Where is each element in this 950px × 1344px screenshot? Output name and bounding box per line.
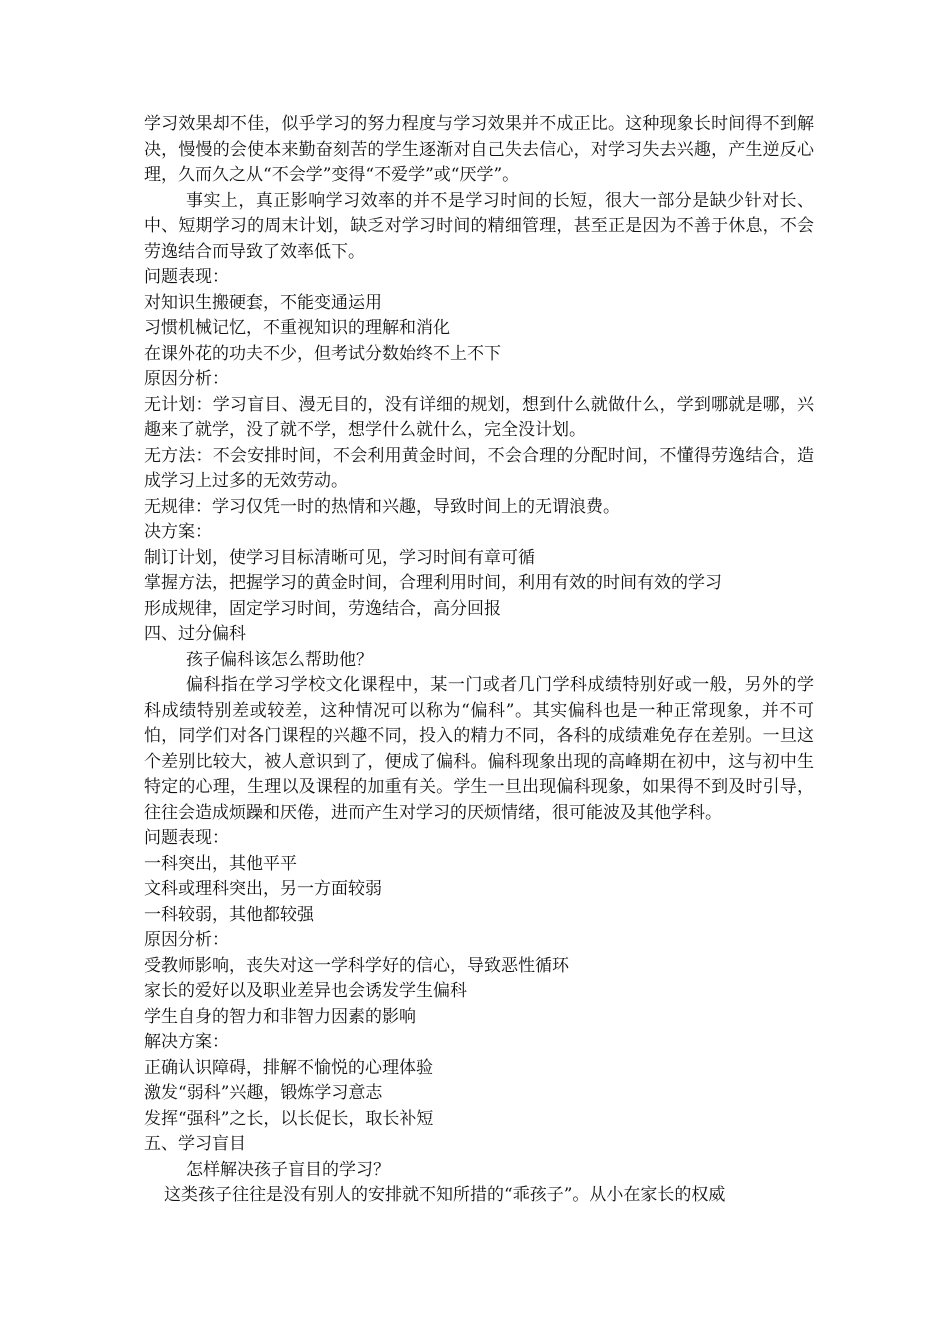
paragraph: 在课外花的功夫不少，但考试分数始终不上不下 xyxy=(144,343,501,364)
paragraph: 文科或理科突出，另一方面较弱 xyxy=(144,879,382,899)
paragraph: 孩子偏科该怎么帮助他？ xyxy=(186,649,373,670)
paragraph: 学生自身的智力和非智力因素的影响 xyxy=(144,1006,416,1027)
paragraph: 形成规律，固定学习时间，劳逸结合，高分回报 xyxy=(144,598,501,619)
paragraph: 受教师影响，丧失对这一学科学好的信心，导致恶性循环 xyxy=(144,955,569,976)
paragraph: 问题表现： xyxy=(144,828,229,848)
paragraph: 决方案： xyxy=(144,522,212,542)
paragraph: 原因分析： xyxy=(144,930,229,950)
paragraph: 事实上，真正影响学习效率的并不是学习时间的长短，很大一部分是缺少针对长、中、短期学习的周末计划，缺乏对学习时间的精细管理，甚至正是因为不善于休息，不会劳逸结合而导致了效率低下。 xyxy=(144,190,814,262)
paragraph: 无规律：学习仅凭一时的热情和兴趣，导致时间上的无谓浪费。 xyxy=(144,496,620,517)
paragraph: 对知识生搬硬套，不能变通运用 xyxy=(144,292,382,313)
paragraph: 五、学习盲目 xyxy=(144,1134,246,1154)
paragraph: 一科突出，其他平平 xyxy=(144,853,297,874)
paragraph: 这类孩子往往是没有别人的安排就不知所措的“乖孩子”。从小在家长的权威 xyxy=(164,1185,726,1205)
document-page xyxy=(144,112,814,1209)
paragraph: 问题表现： xyxy=(144,267,229,287)
paragraph: 解决方案： xyxy=(144,1032,229,1052)
paragraph: 正确认识障碍，排解不愉悦的心理体验 xyxy=(144,1057,433,1078)
paragraph: 掌握方法，把握学习的黄金时间，合理利用时间，利用有效的时间有效的学习 xyxy=(144,573,722,593)
paragraph: 一科较弱，其他都较强 xyxy=(144,904,314,925)
paragraph: 家长的爱好以及职业差异也会诱发学生偏科 xyxy=(144,981,467,1001)
paragraph: 怎样解决孩子盲目的学习？ xyxy=(186,1159,390,1180)
paragraph: 激发“弱科”兴趣，锻炼学习意志 xyxy=(144,1083,383,1103)
paragraph: 无计划：学习盲目、漫无目的，没有详细的规划，想到什么就做什么，学到哪就是哪，兴趣来了就学，没了就不学，想学什么就什么，完全没计划。 xyxy=(144,394,814,440)
paragraph: 学习效果却不佳，似乎学习的努力程度与学习效果并不成正比。这种现象长时间得不到解决，慢慢的会使本来勤奋刻苦的学生逐渐对自己失去信心，对学习失去兴趣，产生逆反心理，久而久之从“不会学”变得“不爱学”或“厌学”。 xyxy=(144,114,814,185)
paragraph: 原因分析： xyxy=(144,369,229,389)
paragraph: 偏科指在学习学校文化课程中，某一门或者几门学科成绩特别好或一般，另外的学科成绩特别差或较差，这种情况可以称为“偏科”。其实偏科也是一种正常现象，并不可怕，同学们对各门课程的兴趣不同，投入的精力不同，各科的成绩难免存在差别。一旦这个差别比较大，被人意识到了，便成了偏科。偏科现象出现的高峰期在初中，这与初中生特定的心理，生理以及课程的加重有关。学生一旦出现偏科现象，如果得不到及时引导，往往会造成烦躁和厌倦，进而产生对学习的厌烦情绪，很可能波及其他学科。 xyxy=(144,675,814,823)
paragraph: 发挥“强科”之长，以长促长，取长补短 xyxy=(144,1108,434,1129)
paragraph: 制订计划，使学习目标清晰可见，学习时间有章可循 xyxy=(144,547,535,568)
paragraph: 无方法：不会安排时间，不会利用黄金时间，不会合理的分配时间，不懂得劳逸结合，造成学习上过多的无效劳动。 xyxy=(144,445,814,491)
paragraph: 四、过分偏科 xyxy=(144,624,246,644)
paragraph: 习惯机械记忆，不重视知识的理解和消化 xyxy=(144,318,450,338)
